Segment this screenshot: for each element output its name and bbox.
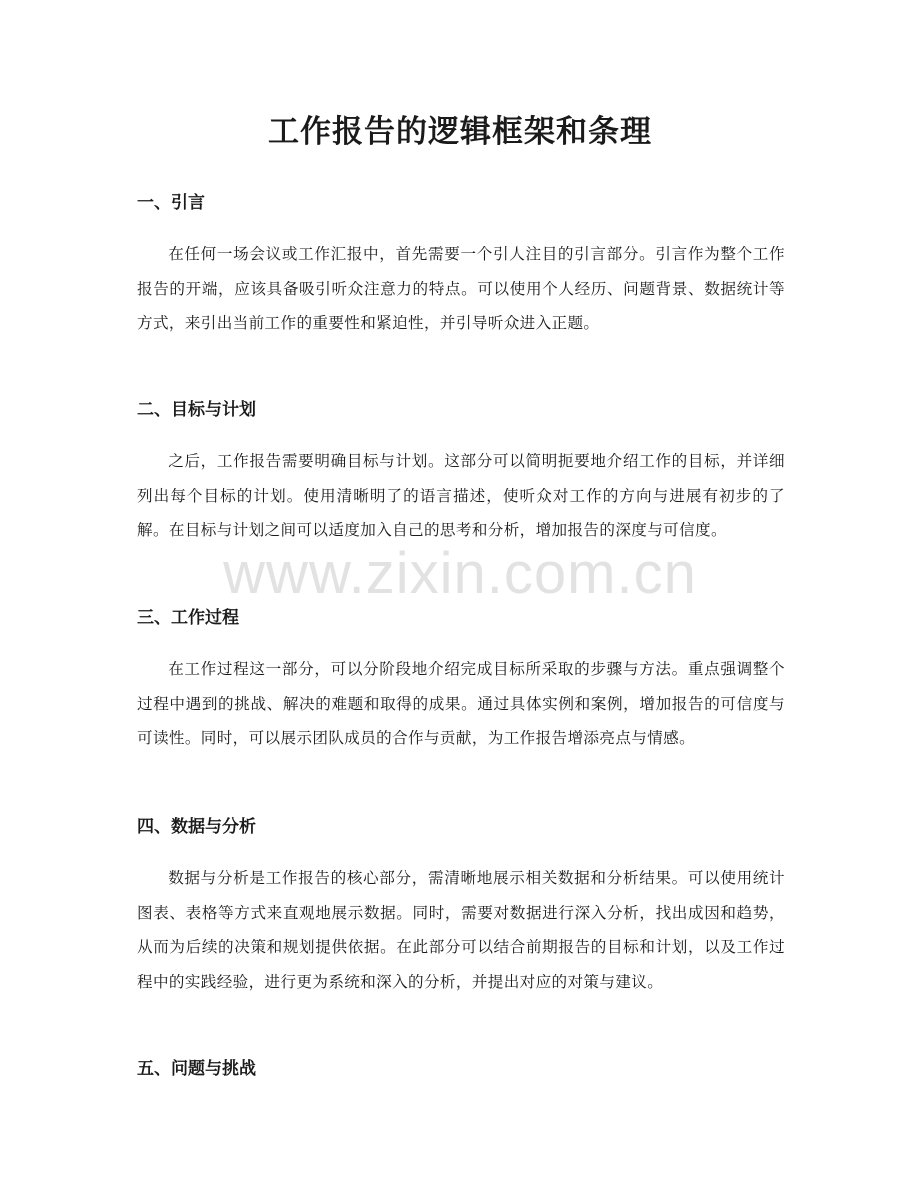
section-heading: 三、工作过程	[137, 608, 239, 628]
section-data-analysis	[137, 814, 785, 999]
section-heading: 五、问题与挑战	[137, 1059, 256, 1079]
section-body: 在任何一场会议或工作汇报中，首先需要一个引人注目的引言部分。引言作为整个工作报告的开端，应该具备吸引听众注意力的特点。可以使用个人经历、问题背景、数据统计等方式，来引出当前工作的重要性和紧迫性，并引导听众进入正题。	[137, 245, 785, 332]
section-body: 之后，工作报告需要明确目标与计划。这部分可以简明扼要地介绍工作的目标，并详细列出每个目标的计划。使用清晰明了的语言描述，使听众对工作的方向与进展有初步的了解。在目标与计划之间可以适度加入自己的思考和分析，增加报告的深度与可信度。	[137, 452, 785, 539]
section-problems-challenges	[137, 1056, 785, 1082]
section-heading: 四、数据与分析	[137, 817, 256, 837]
section-goals-plans	[137, 397, 785, 548]
document-title: 工作报告的逻辑框架和条理	[268, 114, 652, 150]
section-introduction	[137, 190, 785, 341]
section-heading: 二、目标与计划	[137, 400, 256, 420]
watermark: www.zixin.com.cn	[223, 541, 697, 606]
section-work-process	[137, 605, 785, 756]
section-body: 数据与分析是工作报告的核心部分，需清晰地展示相关数据和分析结果。可以使用统计图表、表格等方式来直观地展示数据。同时，需要对数据进行深入分析，找出成因和趋势，从而为后续的决策和规划提供依据。在此部分可以结合前期报告的目标和计划，以及工作过程中的实践经验，进行更为系统和深入的分析，并提出对应的对策与建议。	[137, 869, 785, 991]
section-heading: 一、引言	[137, 193, 205, 213]
section-body: 在工作过程这一部分，可以分阶段地介绍完成目标所采取的步骤与方法。重点强调整个过程中遇到的挑战、解决的难题和取得的成果。通过具体实例和案例，增加报告的可信度与可读性。同时，可以展示团队成员的合作与贡献，为工作报告增添亮点与情感。	[137, 660, 785, 747]
